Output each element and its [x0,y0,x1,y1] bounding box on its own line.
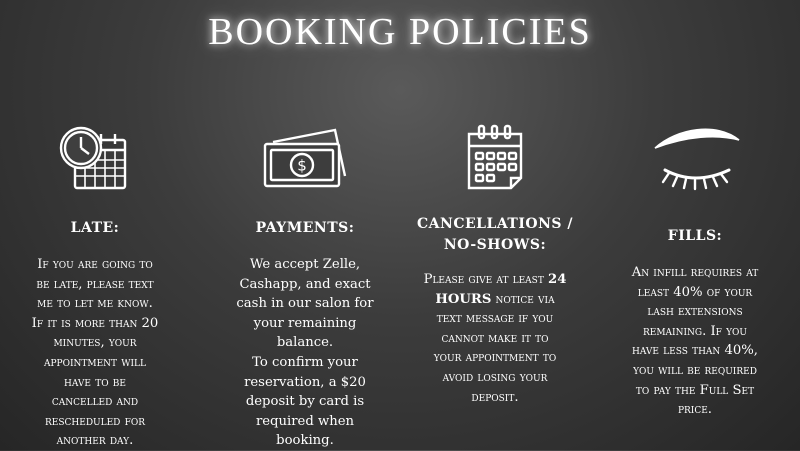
clock-calendar-icon [55,118,135,198]
closed-eye-icon [647,118,743,198]
policy-fills [600,118,790,420]
page-title: BOOKING POLICIES [208,11,592,53]
policy-text: We accept Zelle, Cashapp, and exact cash in our salon for your remaining balance. To confirm your reservation, a $20 deposit by card is required when booking. [236,257,374,449]
policy-heading: PAYMENTS: [255,220,355,236]
policy-text: If you are going to be late, please text me to let me know. If it is more than 20 minutes, your appointment will have to be cancelled and rescheduled for another day. [31,257,159,449]
policy-cancellations [400,118,590,407]
money-icon [259,118,351,198]
svg-text:$: $ [297,156,307,175]
policy-heading: FILLS: [667,228,723,244]
policy-heading: CANCELLATIONS / NO-SHOWS: [417,216,573,253]
policy-heading: LATE: [70,220,120,236]
policy-payments [210,118,400,451]
policy-text: An infill requires at least 40% of your lash extensions remaining. If you have less than 40%, you will be required to pay the Full Set price. [631,265,759,418]
policy-late [0,118,190,451]
calendar-icon [455,118,535,198]
policy-text: Please give at least 24 HOURS notice via text message if you cannot make it to your appointment to avoid losing your deposit. [423,272,567,405]
